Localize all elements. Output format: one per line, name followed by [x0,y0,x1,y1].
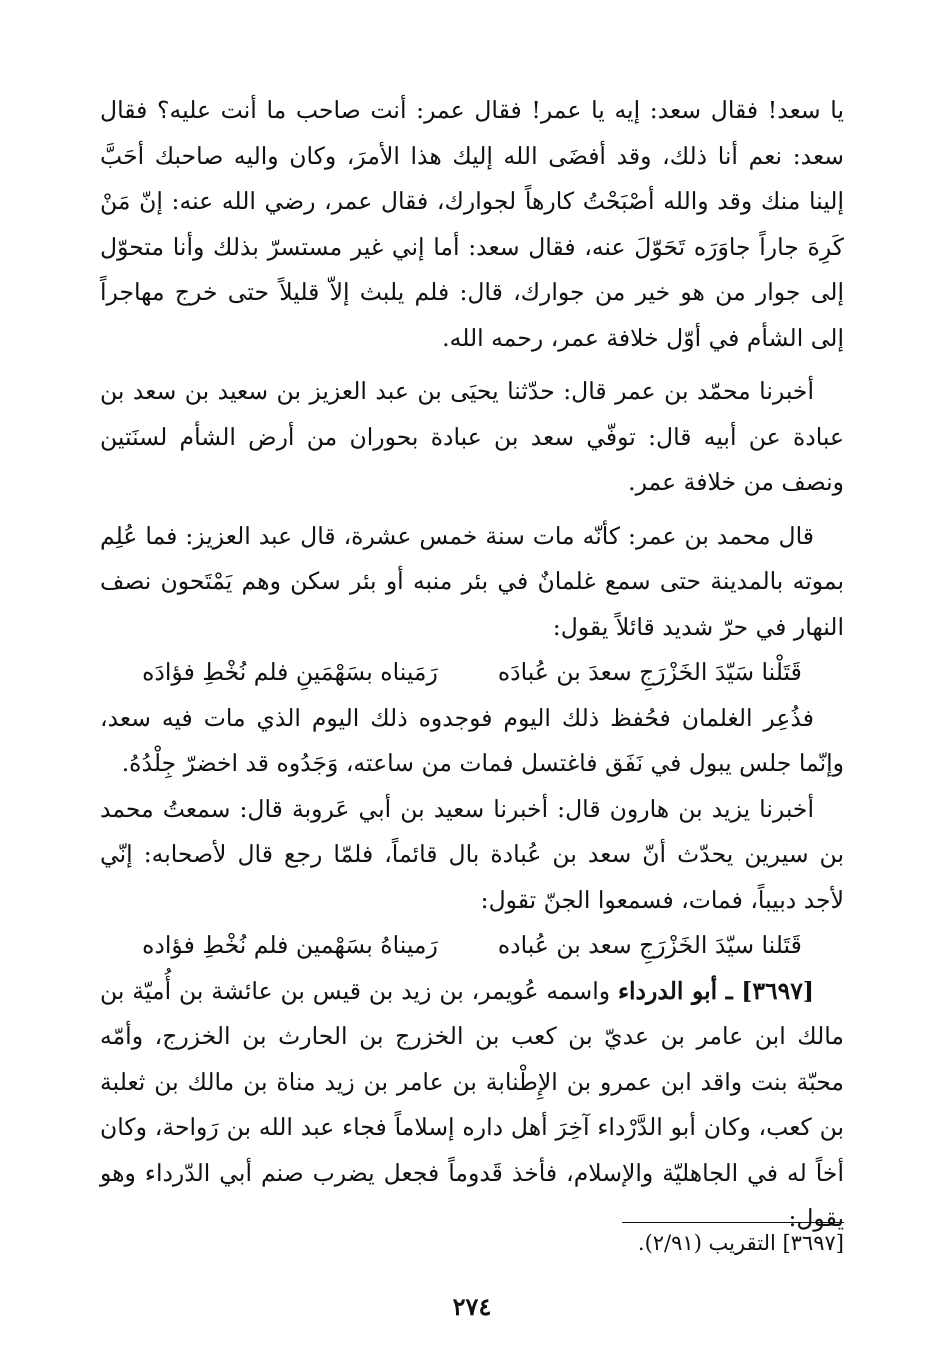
verse-2-second-hemistich: رَميناهُ بسَهْمين فلم نُخْطِ فؤاده [142,931,438,959]
paragraph-3: قال محمد بن عمر: كأنّه مات سنة خمس عشرة، قال عبد العزيز: فما عُلِم بموته بالمدينة حتى سمع غلمانٌ في بئر منبه أو بئر سكن وهم يَمْتَحون نصف النهار في حرّ شديد قائلاً يقول: [100,521,844,641]
page-number: ٢٧٤ [452,1292,492,1321]
paragraph-4: فذُعِر الغلمان فحُفظ ذلك اليوم فوجدوه ذلك اليوم الذي مات فيه سعد، وإنّما جلس يبول في نَفَق فاغتسل فمات من ساعته، وَجَدُوه قد اخضرّ جِلْدُهُ. [100,703,844,777]
footnote-divider [622,1222,844,1223]
verse-2 [100,923,844,969]
paragraph-2: أخبرنا محمّد بن عمر قال: حدّثنا يحيَى بن عبد العزيز بن سعيد بن سعد بن عبادة عن أبيه قال: توفّي سعد بن عبادة بحوران من أرض الشأم لسنَتين ونصف من خلافة عمر. [100,377,844,496]
paragraph-5: أخبرنا يزيد بن هارون قال: أخبرنا سعيد بن أبي عَروبة قال: سمعتُ محمد بن سيرين يحدّث أنّ سعد بن عُبادة بال قائماً، فلمّا رجع قال لأصحابه: إنّي لأجد دبيباً، فمات، فسمعوا الجنّ تقول: [100,794,844,914]
paragraph-6 [100,969,844,1242]
entry-heading: [٣٦٩٧] ـ أبو الدرداء [617,976,814,1005]
verse-1 [100,650,844,696]
entry-text: واسمه عُويمر، بن زيد بن قيس بن عائشة بن أُميّة بن مالك ابن عامر بن عديّ بن كعب بن الخزرج بن الحارث بن الخزرج، وأمّه محبّة بنت واقد ابن عمرو بن الإِطْنابة بن عامر بن زيد مناة بن مالك بن ثعلبة بن كعب، وكان أبو الدَّرْداء آخِرَ أهل داره إسلاماً فجاء عبد الله بن رَواحة، وكان أخاً له في الجاهليّة والإسلام، فأخذ قَدوماً فجعل يضرب صنم أبي الدّرداء وهو يقول: [100,976,844,1232]
main-text [100,88,844,1242]
verse-1-second-hemistich: رَمَيناه بسَهْمَينِ فلم نُخْطِ فؤادَه [142,658,438,686]
paragraph-1: يا سعد! فقال سعد: إيه يا عمر! فقال عمر: أنت صاحب ما أنت عليه؟ فقال سعد: نعم أنا ذلك، وقد أفضَى الله إليك هذا الأمرَ، وكان واليه صاحبك أحَبَّ إلينا منك وقد والله أصْبَحْتُ كارهاً لجوارك، فقال عمر، رضي الله عنه: إنّ مَنْ كَرِهَ جاراً جاوَرَه تَحَوّلَ عنه، فقال سعد: أما إني غير مستسرّ بذلك وأنا متحوّل إلى جوار من هو خير من جوارك، قال: فلم يلبث إلاّ قليلاً حتى خرج مهاجراً إلى الشأم في أوّل خلافة عمر، رحمه الله. [100,96,844,352]
verse-2-first-hemistich: قَتَلنا سيّدَ الخَزْرَجِ سعد بن عُباده [497,931,802,959]
verse-1-first-hemistich: قَتَلْنا سَيّدَ الخَزْرَجِ سعدَ بن عُبادَه [497,658,802,686]
footnote: [٣٦٩٧] التقريب (٢/٩١). [637,1231,844,1255]
